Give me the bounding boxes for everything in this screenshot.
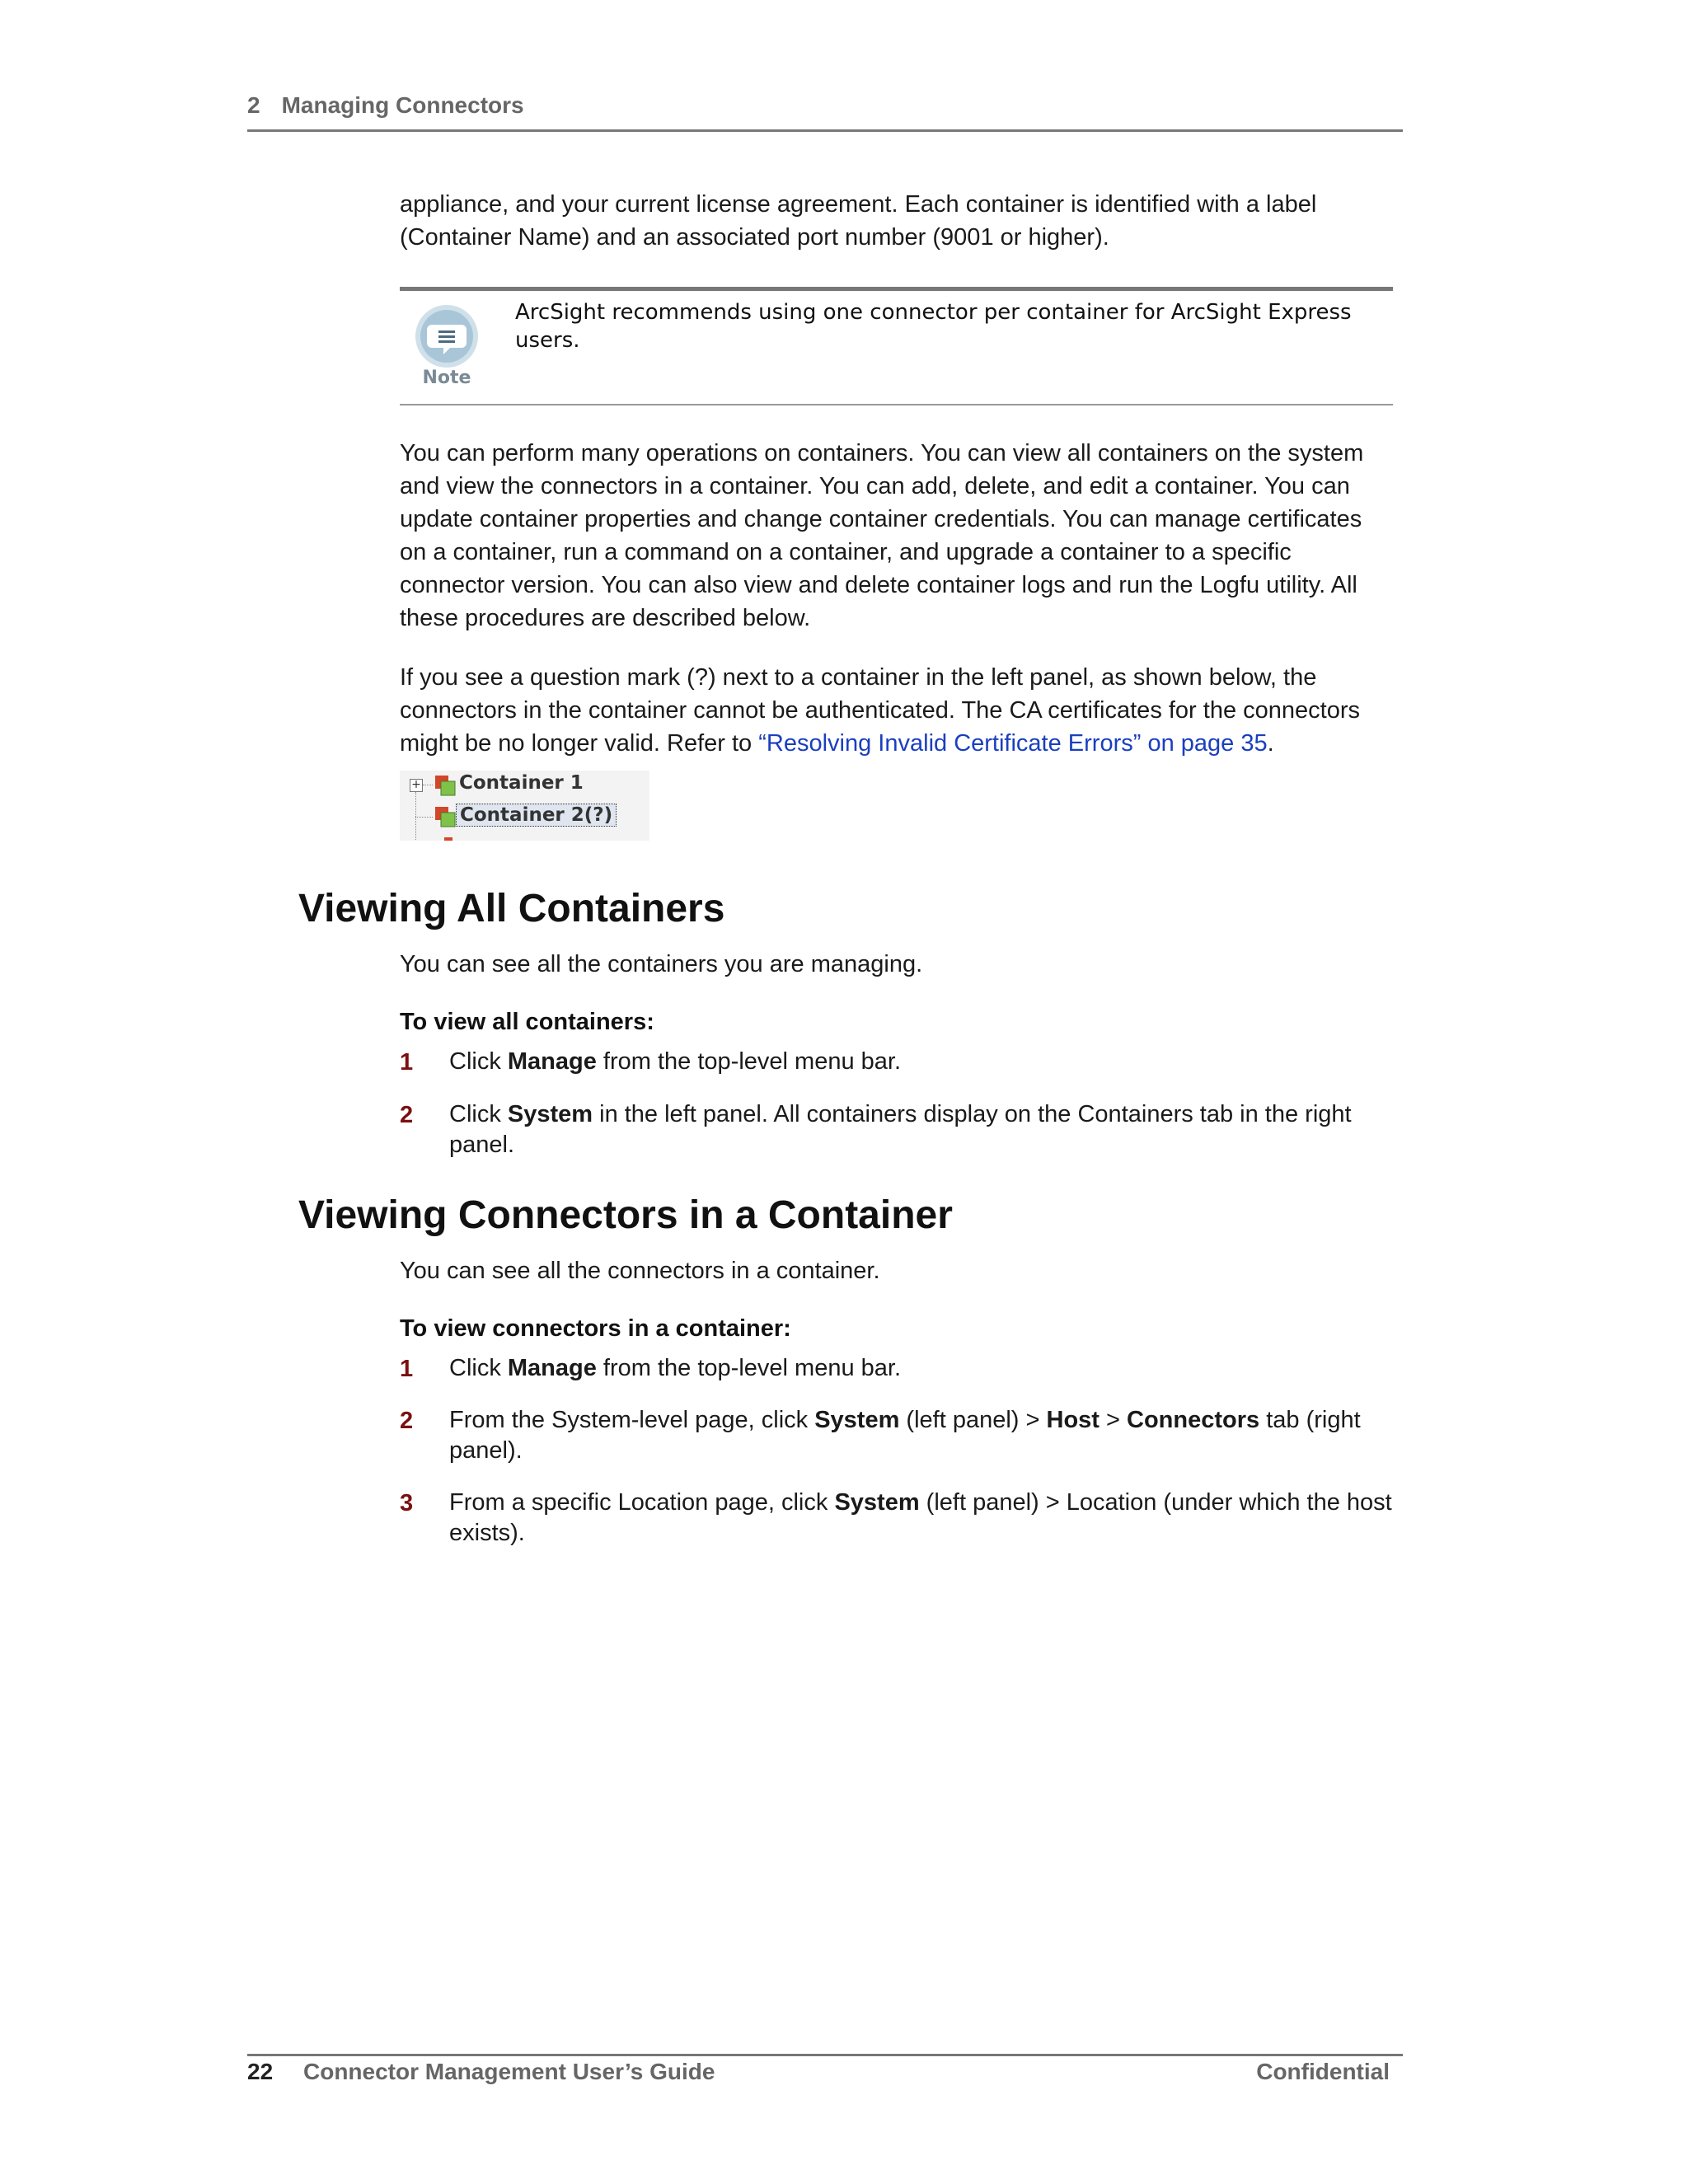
- step-number: 1: [400, 1356, 414, 1382]
- note-icon-label: Note: [422, 368, 471, 388]
- footer-rule: [247, 2054, 1403, 2056]
- container-icon: [434, 775, 456, 796]
- chapter-title: Managing Connectors: [281, 92, 524, 118]
- book-title: Connector Management User’s Guide: [303, 2059, 715, 2084]
- cross-reference-link[interactable]: “Resolving Invalid Certificate Errors” on page 35: [758, 730, 1268, 757]
- tree-item-container-2[interactable]: Container 2(?): [456, 804, 617, 827]
- note-icon: [414, 303, 480, 394]
- note-bottom-rule: [400, 404, 1393, 405]
- step-text: From the System-level page, click System (left panel) > Host > Connectors tab (right panel).: [449, 1407, 1361, 1464]
- step-number: 1: [400, 1049, 414, 1076]
- intro-paragraph: [400, 188, 1393, 254]
- step-number: 3: [400, 1490, 414, 1516]
- intro-text: appliance, and your current license agreement. Each container is identified with a label (Container Name) and an associated port number (9001 or higher).: [400, 191, 1317, 251]
- note-text: ArcSight recommends using one connector per container for ArcSight Express users.: [515, 300, 1352, 353]
- procedure-title-all-containers: To view all containers:: [400, 1009, 654, 1035]
- tree-item-container-1[interactable]: Container 1: [459, 772, 584, 794]
- procedure-title-connectors: To view connectors in a container:: [400, 1315, 791, 1342]
- classification-label: Confidential: [1256, 2059, 1390, 2084]
- question-mark-text-end: .: [1267, 730, 1274, 757]
- expand-icon[interactable]: +: [410, 779, 423, 792]
- header-rule: [247, 129, 1403, 132]
- page-number: 22: [247, 2059, 274, 2084]
- question-mark-paragraph: [400, 661, 1393, 760]
- container-tree: [400, 771, 649, 841]
- running-header: [247, 92, 524, 119]
- section-intro-all-containers: You can see all the containers you are managing.: [400, 951, 923, 977]
- section-heading-connectors: Viewing Connectors in a Container: [298, 1193, 953, 1237]
- step-number: 2: [400, 1408, 414, 1434]
- step-number: 2: [400, 1102, 414, 1128]
- partial-icon: [444, 837, 452, 841]
- section-heading-all-containers: Viewing All Containers: [298, 887, 725, 930]
- step-text: Click Manage from the top-level menu bar.: [449, 1048, 902, 1075]
- step-text: Click System in the left panel. All containers display on the Containers tab in the right panel.: [449, 1101, 1352, 1158]
- operations-text: You can perform many operations on containers. You can view all containers on the system and view the connectors in a container. You can add, delete, and edit a container. You can update container properties and change container credentials. You can manage certificates on a container, run a command on a container, and upgrade a container to a specific connector version. You can also view and delete container logs and run the Logfu utility. All these procedures are described below.: [400, 440, 1364, 631]
- chapter-number: 2: [247, 92, 260, 118]
- step-text: Click Manage from the top-level menu bar.: [449, 1355, 902, 1381]
- note-top-rule: [400, 287, 1393, 291]
- question-mark-text: If you see a question mark (?) next to a container in the left panel, as shown below, the connectors in the container cannot be authenticated. The CA certificates for the connectors might be no longer valid. Refer to: [400, 664, 1360, 757]
- section-intro-connectors: You can see all the connectors in a container.: [400, 1258, 880, 1284]
- operations-paragraph: [400, 437, 1393, 635]
- container-icon: [434, 806, 456, 827]
- step-text: From a specific Location page, click System (left panel) > Location (under which the host exists).: [449, 1489, 1392, 1546]
